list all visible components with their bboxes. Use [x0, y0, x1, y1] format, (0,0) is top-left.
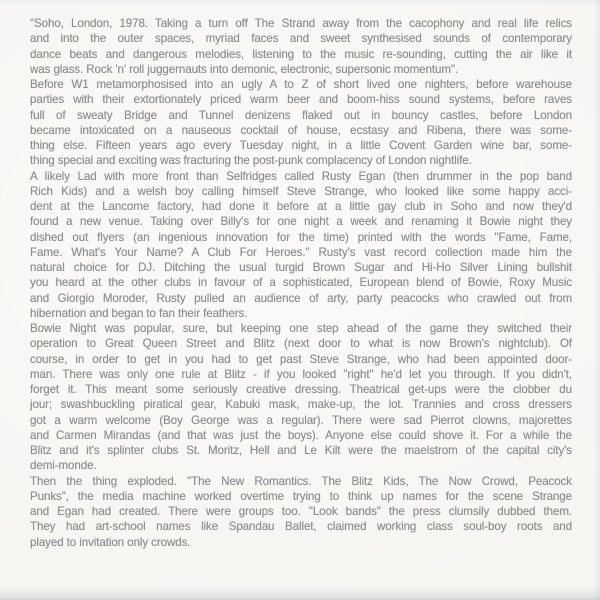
- liner-notes-text: [30, 16, 572, 550]
- text-line: A likely Lad with more front than Selfridges called Rusty Egan (then drummer in the pop band: [30, 169, 572, 183]
- text-line: played to invitation only crowds.: [30, 535, 191, 549]
- text-line: Before W1 metamorphosised into an ugly A to Z of short lived one nighters, before warehouse: [30, 78, 572, 91]
- text-line: Rich Kids) and a welsh boy calling himself Steve Strange, who looked like some happy acci-: [30, 184, 572, 198]
- text-line: was glass. Rock 'n' roll juggernauts into demonic, electronic, supersonic momentum".: [30, 62, 459, 76]
- text-line: you heard at the other clubs in favour of a sophisticated, European blend of Bowie, Roxy Music: [30, 276, 572, 290]
- text-line: natural choice for DJ. Ditching the usual turgid Brown Sugar and Hi-Ho Silver Lining bullshit: [30, 261, 572, 274]
- text-line: dent at the Lancome factory, had done it before at a little gay club in Soho and now they'd: [30, 200, 572, 213]
- text-line: jour; swashbuckling piratical gear, Kabuki mask, make-up, the lot. Trannies and cross dressers: [30, 398, 572, 412]
- page-bottom-edge-shadow: [0, 586, 600, 600]
- text-line: Then the thing exploded. "The New Romantics. The Blitz Kids, The Now Crowd, Peacock: [30, 474, 572, 488]
- paragraph: [30, 169, 572, 322]
- page-right-edge-shadow: [593, 0, 600, 600]
- text-line: Blitz and it's splinter clubs St. Moritz, Hell and Le Kilt were the maelstrom of the capital city's: [30, 444, 572, 457]
- text-line: course, in order to get in you had to get past Steve Strange, who had been appointed door-: [30, 352, 572, 366]
- text-line: They had art-school names like Spandau Ballet, claimed working class soul-boy roots and: [30, 520, 572, 534]
- text-line: got a warm welcome (Boy George was a regular). There were sad Pierrot clowns, majorettes: [30, 413, 572, 427]
- text-line: parties with their extortionately priced warm beer and boom-hiss sound systems, before raves: [30, 93, 572, 107]
- text-line: became intoxicated on a nauseous cocktail of house, ecstasy and Ribena, there was some-: [30, 123, 572, 137]
- text-line: found a new venue. Taking over Billy's for one night a week and renaming it Bowie night they: [30, 215, 572, 229]
- text-line: thing else. Fifteen years ago every Tuesday night, in a little Covent Garden wine bar, some-: [30, 139, 572, 152]
- text-line: "Soho, London, 1978. Taking a turn off The Strand away from the cacophony and real life relics: [30, 17, 572, 30]
- text-line: dance beats and dangerous melodies, listening to the music re-sounding, cutting the air like it: [30, 47, 572, 61]
- page-top-edge-shadow: [0, 0, 600, 6]
- text-line: dished out flyers (an ingenious innovation for the time) printed with the words "Fame, Fame,: [30, 230, 572, 244]
- text-line: Bowie Night was popular, sure, but keeping one step ahead of the game they switched their: [30, 322, 572, 335]
- text-line: and Egan had created. There were groups too. "Look bands" the press clumsily dubbed them.: [30, 505, 572, 518]
- text-line: and into the outer spaces, myriad faces and sweet synthesised sounds of contemporary: [30, 32, 572, 46]
- paragraph: [30, 16, 572, 77]
- text-line: forget it. This meant some seriously creative dressing. Theatrical get-ups were the clobber du: [30, 383, 572, 396]
- paragraph: [30, 474, 572, 550]
- text-line: full of sweaty Bridge and Tunnel denizens flaked out in bouncy castles, before London: [30, 108, 572, 122]
- text-line: thing special and exciting was fracturing the post-punk complacency of London nightlife.: [30, 154, 472, 168]
- text-line: and Giorgio Moroder, Rusty pulled an audience of arty, party peacocks who crawled out from: [30, 291, 572, 305]
- paragraph: [30, 77, 572, 169]
- text-line: demi-monde.: [30, 459, 97, 473]
- text-line: man. There was only one rule at Blitz - if you looked "right" he'd let you through. If you didn't,: [30, 367, 572, 381]
- text-line: Fame. What's Your Name? A Club For Heroes." Rusty's vast record collection made him the: [30, 245, 572, 259]
- paragraph: [30, 321, 572, 474]
- text-line: and Carmen Mirandas (and that was just the boys). Anyone else could shove it. For a while the: [30, 428, 572, 442]
- text-line: hibernation and began to fan their feathers.: [30, 306, 248, 320]
- text-line: operation to Great Queen Street and Blitz (next door to what is now Brown's nightclub). Of: [30, 337, 572, 351]
- text-line: Punks", the media machine worked overtime trying to think up names for the scene Strange: [30, 489, 572, 503]
